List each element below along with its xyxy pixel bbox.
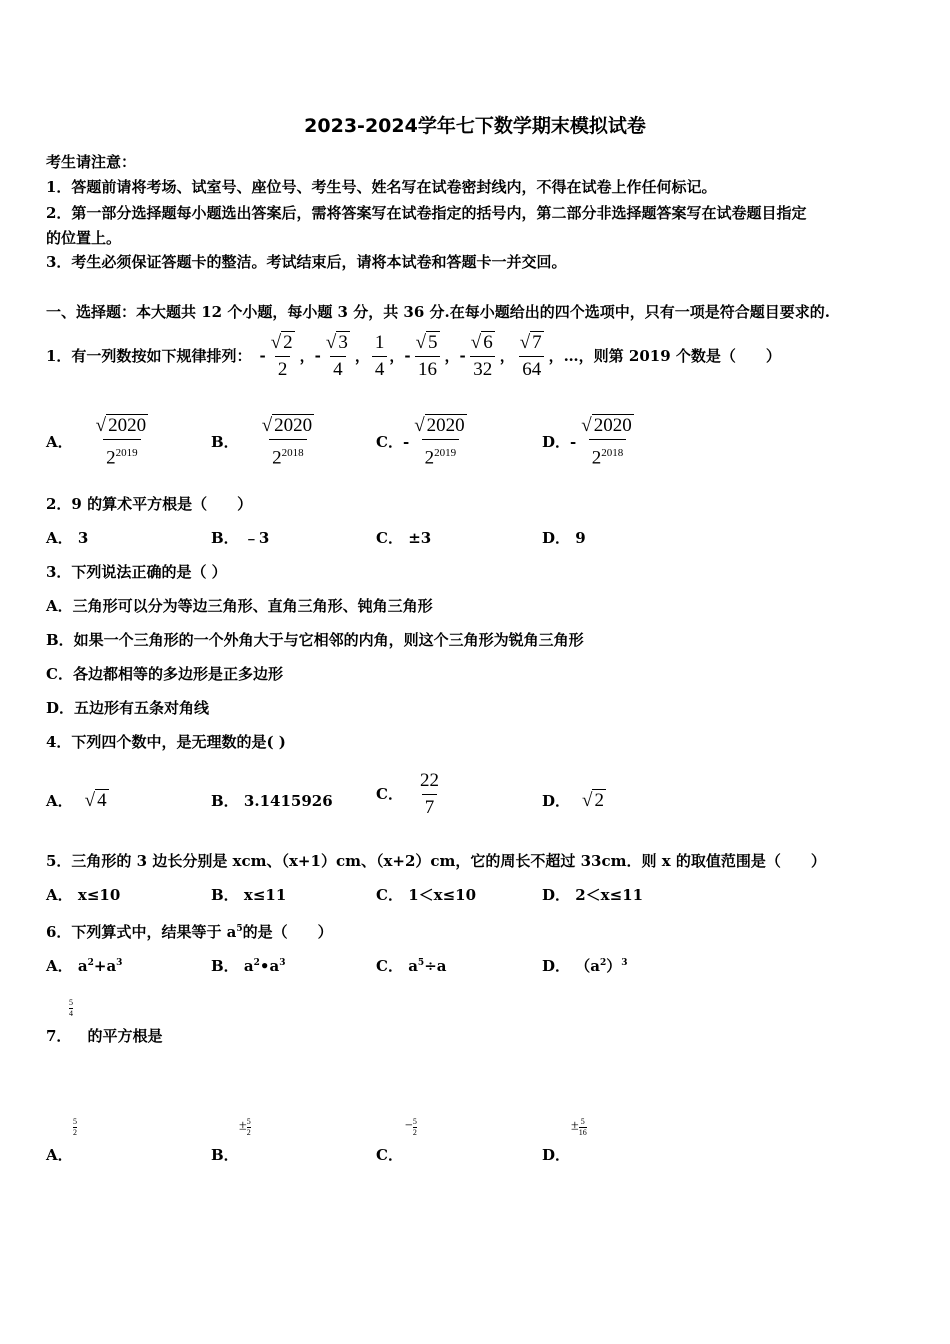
q5-option-c[interactable]: C． 1＜x≤10 — [376, 886, 477, 904]
q7-option-c-label[interactable]: C． — [376, 1146, 403, 1164]
q1-term-2: - $\frac{√ 3}{4}$ — [315, 330, 355, 383]
q1-term-1: - $\frac{√ 2}{2}$ — [259, 330, 299, 383]
question-5: 5．三角形的 3 边长分别是 xcm、（x+1）cm、（x+2）cm，它的周长不超过 33cm．则 x 的取值范围是（ ） — [46, 852, 826, 870]
q5-option-b[interactable]: B． x≤11 — [211, 886, 287, 904]
q3-option-a[interactable]: A．三角形可以分为等边三角形、直角三角形、钝角三角形 — [46, 597, 433, 615]
q2-option-b[interactable]: B． ﹣3 — [211, 529, 270, 547]
q6-option-a[interactable]: A． $a^2+a^3$ — [46, 957, 123, 975]
q4-option-d[interactable]: D． √ 2 — [542, 790, 604, 811]
page-title: 2023-2024学年七下数学期末模拟试卷 — [304, 115, 646, 137]
q3-option-c[interactable]: C．各边都相等的多边形是正多边形 — [46, 665, 283, 683]
q4-option-b[interactable]: B． 3.1415926 — [211, 792, 333, 810]
q1-term-5: - $\frac{√ 6}{32}$ — [460, 330, 500, 383]
section-heading: 一、选择题：本大题共 12 个小题，每小题 3 分，共 36 分.在每小题给出的四个选项中，只有一项是符合题目要求的. — [46, 303, 830, 321]
q4-option-a[interactable]: A． √ 4 — [46, 790, 107, 811]
q1-option-d[interactable]: D． - $\frac{√ 2020}{2^{2018}}$ — [542, 412, 639, 472]
q1-stem-end: ，…，则第 2019 个数是（ ） — [548, 347, 781, 365]
q2-option-d[interactable]: D． 9 — [542, 529, 586, 547]
q5-option-d[interactable]: D． 2＜x≤11 — [542, 886, 644, 904]
q1-term-6: $\frac{√ 7}{64}$ — [515, 330, 549, 383]
q7-option-b[interactable]: ± $\frac{5}{2}$ — [239, 1117, 251, 1137]
q6-option-d[interactable]: D． $(a^2)^3$ — [542, 957, 628, 975]
question-2: 2．9 的算术平方根是（ ） — [46, 495, 253, 513]
question-1: 1．有一列数按如下规律排列： - $\frac{√ 2}{2}$ ， - $\frac{√ 3}{4}$ ， $\frac{1}{4}$ ， - $\frac{√ 5}{16}$ ， - $\frac{√ 6}{32}$ ， $\frac{√ 7}{64}$ ，…，则第 2019 个数是（ ） — [46, 328, 781, 384]
q7-option-c[interactable]: − $\frac{5}{2}$ — [405, 1117, 417, 1137]
q3-option-b[interactable]: B．如果一个三角形的一个外角大于与它相邻的内角，则这个三角形为锐角三角形 — [46, 631, 584, 649]
q1-option-c[interactable]: C． - $\frac{√ 2020}{2^{2019}}$ — [376, 412, 472, 472]
q3-option-d[interactable]: D．五边形有五条对角线 — [46, 699, 210, 717]
question-7: 7． 的平方根是 — [46, 1027, 163, 1045]
q7-option-d[interactable]: ± $\frac{5}{16}$ — [571, 1117, 587, 1137]
q6-option-c[interactable]: C． $a^5\div a$ — [376, 957, 447, 975]
q1-term-4: - $\frac{√ 5}{16}$ — [404, 330, 444, 383]
question-6: 6．下列算式中，结果等于 $a^5$的是（ ） — [46, 923, 333, 941]
q1-stem: 1．有一列数按如下规律排列： — [46, 347, 252, 365]
q7-option-a[interactable]: $\frac{5}{2}$ — [73, 1117, 77, 1137]
notice-item-2: 2．第一部分选择题每小题选出答案后，需将答案写在试卷指定的括号内，第二部分非选择题答案写在试卷题目指定 — [46, 204, 807, 222]
q7-option-a-label[interactable]: A． — [46, 1146, 73, 1164]
notice-heading: 考生请注意： — [46, 153, 137, 171]
notice-item-2-cont: 的位置上。 — [46, 229, 122, 247]
q4-option-c[interactable]: C． $\frac{22}{7}$ — [376, 766, 444, 822]
question-4: 4．下列四个数中，是无理数的是( ) — [46, 733, 286, 751]
q7-fraction: $\frac{5}{4}$ — [69, 998, 73, 1018]
q1-term-3: $\frac{1}{4}$ — [370, 330, 390, 383]
q6-option-b[interactable]: B． $a^2•a^3$ — [211, 957, 286, 975]
notice-item-3: 3．考生必须保证答题卡的整洁。考试结束后，请将本试卷和答题卡一并交回。 — [46, 253, 567, 271]
q1-option-b[interactable]: B． $\frac{√ 2020}{2^{2018}}$ — [211, 412, 319, 472]
q2-option-a[interactable]: A． 3 — [46, 529, 89, 547]
notice-item-1: 1．答题前请将考场、试室号、座位号、考生号、姓名写在试卷密封线内，不得在试卷上作任何标记。 — [46, 178, 717, 196]
q5-option-a[interactable]: A． x≤10 — [46, 886, 121, 904]
q7-option-b-label[interactable]: B． — [211, 1146, 239, 1164]
q7-option-d-label[interactable]: D． — [542, 1146, 571, 1164]
q1-option-a[interactable]: A． $\frac{√ 2020}{2^{2019}}$ — [46, 412, 153, 472]
q2-option-c[interactable]: C． ±3 — [376, 529, 432, 547]
question-3: 3．下列说法正确的是（ ） — [46, 563, 227, 581]
